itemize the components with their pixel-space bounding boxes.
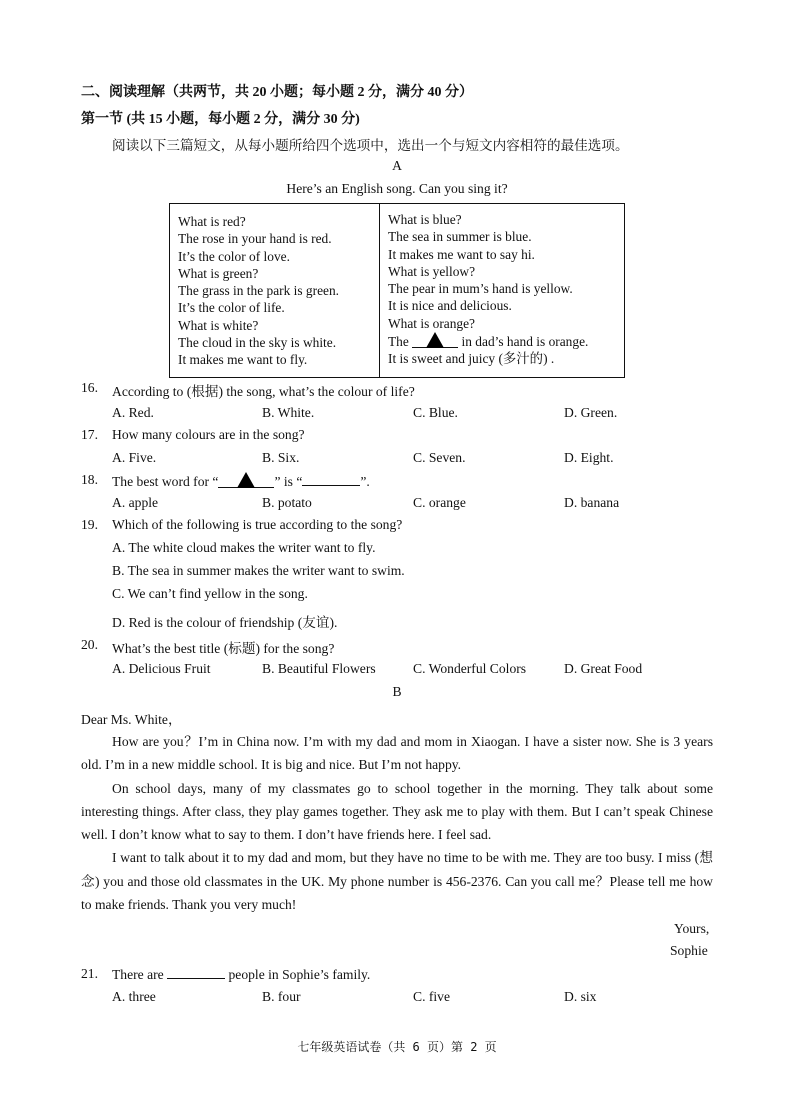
option[interactable]: A. apple (112, 495, 159, 510)
question-text-part: There are (112, 967, 164, 982)
song-left-column (170, 204, 380, 378)
option[interactable]: B. four (262, 989, 301, 1004)
song-blank-before: The (388, 334, 409, 350)
song-line: It’s the color of life. (178, 300, 285, 316)
song-line: It is sweet and juicy (多汁的) . (388, 351, 555, 367)
question-text (112, 472, 370, 490)
song-line: It makes me want to say hi. (388, 246, 535, 262)
question-text: What’s the best title (标题) for the song? (112, 641, 335, 656)
question-text (112, 966, 370, 983)
option[interactable]: B. Six. (262, 450, 300, 465)
option[interactable]: C. orange (413, 495, 466, 510)
question-18 (81, 472, 370, 489)
option[interactable]: C. Seven. (413, 450, 466, 465)
question-text: How many colours are in the song? (112, 427, 305, 442)
question-17 (81, 427, 305, 443)
instruction: 阅读以下三篇短文，从每小题所给四个选项中，选出一个与短文内容相符的最佳选项。 (112, 138, 629, 153)
song-table (169, 203, 625, 378)
option[interactable]: A. three (112, 989, 156, 1004)
question-text: According to (根据) the song, what’s the colour of life? (112, 384, 415, 399)
song-line: What is green? (178, 265, 259, 281)
question-text-part: ”. (360, 474, 370, 489)
song-line: What is white? (178, 317, 259, 333)
question-16 (81, 380, 415, 399)
option[interactable]: D. banana (564, 495, 620, 510)
triangle-icon (237, 472, 255, 488)
question-21 (81, 966, 371, 982)
song-line: What is blue? (388, 212, 462, 227)
option[interactable]: D. Great Food (564, 661, 643, 676)
option[interactable]: D. Eight. (564, 450, 614, 465)
question-text-part: ” is “ (274, 474, 303, 489)
option[interactable]: B. The sea in summer makes the writer want to swim. (112, 563, 405, 578)
question-number: 19. (81, 517, 98, 532)
passage-a-label: A (392, 158, 402, 173)
question-number: 21. (81, 966, 98, 981)
option[interactable]: D. Red is the colour of friendship (友谊). (112, 615, 338, 630)
question-number: 17. (81, 427, 98, 442)
letter-body (81, 730, 713, 916)
option[interactable]: A. Red. (112, 405, 154, 420)
question-number: 20. (81, 637, 98, 652)
triangle-blank (412, 332, 458, 348)
song-line: The sea in summer is blue. (388, 229, 532, 245)
option[interactable]: A. The white cloud makes the writer want to fly. (112, 540, 376, 555)
triangle-icon (426, 332, 444, 348)
letter-paragraph: I want to talk about it to my dad and mom, but they have no time to be with me. They are too busy. I miss (想念) you and those old classmates in the UK. My phone number is 456-2376. Can you call me？Please tell me how to make friends. Thank you very much! (81, 850, 713, 913)
option[interactable]: C. We can’t find yellow in the song. (112, 586, 308, 601)
song-line: It’s the color of love. (178, 248, 290, 264)
question-20 (81, 637, 335, 656)
passage-a-intro: Here’s an English song. Can you sing it? (286, 181, 508, 196)
letter-paragraph: How are you？I’m in China now. I’m with my dad and mom in Xiaogan. I have a sister now. She is 3 years old. I’m in a new middle school. It is big and nice. But I’m not happy. (81, 734, 713, 773)
option[interactable]: D. six (564, 989, 597, 1004)
song-blank-after: in dad’s hand is orange. (461, 334, 589, 350)
song-right-column (380, 204, 625, 378)
song-line: The pear in mum’s hand is yellow. (388, 281, 573, 297)
letter-closing: Yours, (674, 921, 710, 936)
part-heading: 第一节 (共 15 小题，每小题 2 分，满分 30 分) (81, 112, 360, 127)
page-footer: 七年级英语试卷（共 6 页）第 2 页 (297, 1040, 497, 1054)
question-text: Which of the following is true according to the song? (112, 517, 403, 532)
question-text-part: people in Sophie’s family. (228, 967, 371, 982)
option[interactable]: C. Blue. (413, 405, 458, 420)
option[interactable]: B. Beautiful Flowers (262, 661, 376, 676)
option[interactable]: D. Green. (564, 405, 618, 420)
song-line: What is yellow? (388, 263, 476, 279)
song-line: It makes me want to fly. (178, 352, 308, 368)
option[interactable]: B. White. (262, 405, 315, 420)
question-number: 18. (81, 472, 98, 487)
question-number: 16. (81, 380, 98, 395)
triangle-blank (218, 472, 274, 488)
letter-greeting: Dear Ms. White， (81, 712, 182, 727)
answer-blank[interactable] (302, 473, 360, 486)
passage-b-label: B (392, 684, 402, 699)
song-line: The rose in your hand is red. (178, 231, 332, 247)
option[interactable]: C. five (413, 989, 450, 1004)
song-line: What is orange? (388, 315, 475, 331)
song-line: The grass in the park is green. (178, 283, 340, 299)
question-text-part: The best word for “ (112, 474, 219, 489)
song-blank-line (388, 332, 624, 350)
option[interactable]: A. Five. (112, 450, 157, 465)
option[interactable]: B. potato (262, 495, 312, 510)
letter-paragraph: On school days, many of my classmates go to school together in the morning. They talk about some interesting things. After class, they play games together. They ask me to play with them. But I can’t speak Chinese well. I don’t know what to say to them. I don’t have friends here. I feel sad. (81, 780, 713, 843)
option[interactable]: C. Wonderful Colors (413, 661, 527, 676)
section-heading: 二、阅读理解（共两节，共 20 小题；每小题 2 分，满分 40 分） (81, 85, 473, 100)
letter-signature: Sophie (670, 943, 708, 958)
question-19 (81, 517, 403, 533)
song-line: It is nice and delicious. (388, 298, 512, 314)
answer-blank[interactable] (167, 966, 225, 979)
option[interactable]: A. Delicious Fruit (112, 661, 211, 676)
song-line: What is red? (178, 214, 246, 229)
song-line: The cloud in the sky is white. (178, 335, 337, 351)
